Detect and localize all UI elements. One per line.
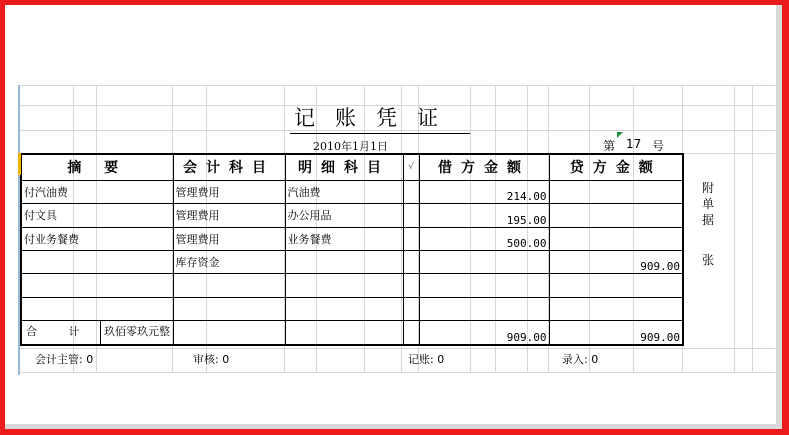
cell-check[interactable] [403,250,419,273]
cell-debit[interactable] [419,274,549,297]
total-row [21,321,683,345]
total-label-cell [21,321,173,345]
cell-summary[interactable]: 付业务餐费 [21,227,173,250]
cell-debit[interactable] [419,297,549,320]
review-value[interactable]: 0 [222,353,230,366]
selected-row-marker [18,153,21,175]
header-account: 会计科目 [173,154,285,180]
table-row [21,297,683,320]
voucher-table [20,153,684,346]
cell-detail[interactable] [285,274,403,297]
total-debit[interactable]: 909.00 [419,321,549,345]
attachment-unit: 张 [702,253,715,267]
cell-detail[interactable] [285,297,403,320]
entry-value[interactable]: 0 [591,353,599,366]
cell-summary[interactable] [21,297,173,320]
cell-credit[interactable] [549,274,683,297]
total-amount-words[interactable]: 玖佰零玖元整 [104,325,170,339]
voucher-number-suffix: 号 [652,139,665,153]
header-debit: 借方金额 [419,154,549,180]
table-row [21,250,683,273]
footer-review [193,351,229,367]
cell-credit[interactable] [549,227,683,250]
cell-account[interactable] [173,297,285,320]
entry-label: 录入: [562,353,588,366]
cell-credit[interactable] [549,297,683,320]
attachment-char-1: 附 [702,181,715,195]
cell-debit[interactable] [419,250,549,273]
cell-account[interactable] [173,274,285,297]
voucher-number[interactable]: 17 [626,137,642,151]
cell-detail[interactable]: 汽油费 [285,180,403,203]
cell-credit[interactable] [549,204,683,227]
cell-detail[interactable] [285,250,403,273]
cell-detail[interactable]: 办公用品 [285,204,403,227]
bookkeeper-value[interactable]: 0 [437,353,445,366]
total-filler [285,321,403,345]
attachment-char-3: 据 [702,213,715,227]
cell-account[interactable]: 管理费用 [173,204,285,227]
cell-summary[interactable] [21,250,173,273]
cell-check[interactable] [403,274,419,297]
cell-debit[interactable]: 214.00 [419,180,549,203]
cell-check[interactable] [403,297,419,320]
comment-indicator-icon [617,132,623,138]
table-row [21,180,683,203]
cell-debit[interactable]: 195.00 [419,204,549,227]
supervisor-value[interactable]: 0 [86,353,94,366]
attachment-char-2: 单 [702,197,715,211]
table-row [21,204,683,227]
total-credit[interactable]: 909.00 [549,321,683,345]
window-shadow-bottom [0,424,784,430]
voucher-number-label: 第 [603,139,616,153]
total-filler [173,321,285,345]
cell-detail[interactable]: 业务餐费 [285,227,403,250]
cell-check[interactable] [403,204,419,227]
review-label: 审核: [193,353,219,366]
cell-check[interactable] [403,180,419,203]
footer-bookkeeper [408,351,444,367]
cell-credit[interactable]: 909.00 [549,250,683,273]
window-shadow-right [776,0,784,430]
cell-check[interactable] [403,321,419,345]
header-detail: 明细科目 [285,154,403,180]
cell-summary[interactable] [21,274,173,297]
cell-account[interactable]: 库存资金 [173,250,285,273]
header-check: √ [403,154,419,180]
supervisor-label: 会计主管: [35,353,83,366]
voucher-header-row [21,154,683,180]
cell-debit[interactable]: 500.00 [419,227,549,250]
cell-account[interactable]: 管理费用 [173,227,285,250]
voucher-title: 记账凭证 [290,104,470,134]
cell-check[interactable] [403,227,419,250]
cell-credit[interactable] [549,180,683,203]
cell-account[interactable]: 管理费用 [173,180,285,203]
voucher-date[interactable]: 2010年1月1日 [313,140,388,153]
total-label: 合 计 [26,325,94,339]
footer-entry [562,351,598,367]
cell-summary[interactable]: 付汽油费 [21,180,173,203]
cell-summary[interactable]: 付文具 [21,204,173,227]
footer-supervisor [35,351,93,367]
header-summary: 摘 要 [21,154,173,180]
header-credit: 贷方金额 [549,154,683,180]
table-row [21,227,683,250]
bookkeeper-label: 记账: [408,353,434,366]
table-row [21,274,683,297]
